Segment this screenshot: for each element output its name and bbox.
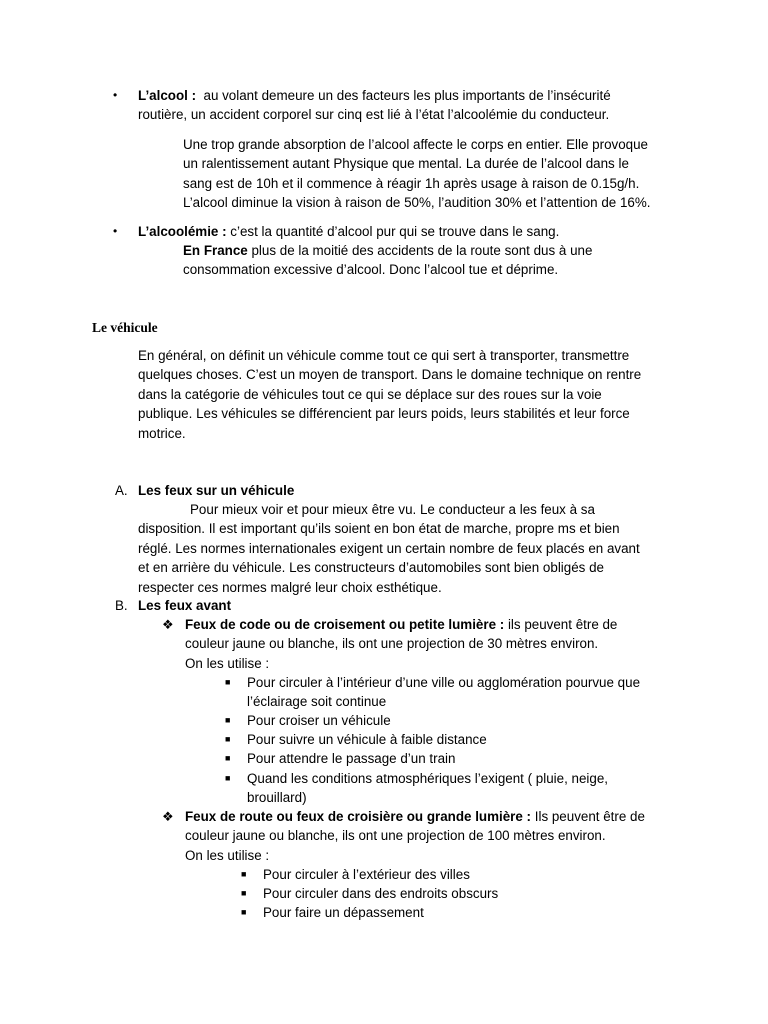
code-paragraph [185, 615, 617, 673]
code-item-2: Pour croiser un véhicule [247, 713, 391, 728]
absorption-line-2: un ralentissement autant Physique que mental. La durée de l’alcool dans le [183, 156, 629, 172]
section-a-title: Les feux sur un véhicule [138, 483, 295, 498]
code-item-3: Pour suivre un véhicule à faible distance [247, 732, 487, 747]
route-term: Feux de route ou feux de croisière ou grande lumière : [185, 809, 532, 824]
route-item-1: Pour circuler à l’extérieur des villes [263, 867, 470, 882]
france-line-2: consommation excessive d’alcool. Donc l’alcool tue et déprime. [183, 262, 559, 278]
square-bullet-code-2: ■ [225, 715, 231, 725]
section-a-line-5: respecter ces normes malgré leur choix esthétique. [138, 579, 442, 595]
bullet-alcoolemie: • [113, 224, 118, 238]
france-line-1: plus de la moitié des accidents de la route sont dus à une [251, 243, 593, 258]
square-bullet-route-1: ■ [241, 869, 247, 879]
absorption-line-3: sang est de 10h et il commence à réagir 1h après usage à raison de 0.15g/h. [183, 175, 640, 191]
section-a-paragraph [138, 500, 640, 597]
alcoolemie-term: L’alcoolémie : [138, 224, 227, 239]
vehicule-intro [138, 346, 641, 443]
alcoolemie-text: c’est la quantité d’alcool pur qui se trouve dans le sang. [230, 224, 560, 239]
section-a-line-4: et en arrière du véhicule. Les constructeurs d’automobiles sont bien obligés de [138, 560, 604, 576]
code-item-5-line-1: Quand les conditions atmosphériques l’exigent ( pluie, neige, [247, 771, 609, 786]
code-item-5 [247, 769, 608, 808]
alcool-line-1: au volant demeure un des facteurs les plus importants de l’insécurité [203, 88, 611, 103]
vehicule-intro-line-2: quelques choses. C’est un moyen de transport. Dans le domaine technique on rentre [138, 367, 642, 383]
section-a-marker: A. [115, 483, 128, 498]
square-bullet-route-2: ■ [241, 888, 247, 898]
route-line-2: couleur jaune ou blanche, ils ont une projection de 100 mètres environ. [185, 828, 606, 844]
vehicule-intro-line-5: motrice. [138, 425, 186, 441]
france-term: En France [183, 243, 248, 258]
code-item-1 [247, 673, 640, 712]
absorption-line-4: L’alcool diminue la vision à raison de 50%, l’audition 30% et l’attention de 16%. [183, 195, 651, 211]
code-line-2: couleur jaune ou blanche, ils ont une projection de 30 mètres environ. [185, 636, 599, 652]
square-bullet-code-1: ■ [225, 677, 231, 687]
alcool-line-2: routière, un accident corporel sur cinq est lié à l’état l’alcoolémie du conducteur. [138, 107, 610, 123]
absorption-paragraph [183, 135, 650, 213]
route-usage: On les utilise : [185, 847, 270, 863]
route-line-1: Ils peuvent être de [534, 809, 645, 824]
route-item-2: Pour circuler dans des endroits obscurs [263, 886, 499, 901]
square-bullet-code-5: ■ [225, 773, 231, 783]
square-bullet-route-3: ■ [241, 907, 247, 917]
vehicule-intro-line-1: En général, on définit un véhicule comme tout ce qui sert à transporter, transmettre [138, 348, 630, 363]
alcool-paragraph [138, 86, 611, 125]
bullet-alcool: • [113, 88, 118, 102]
section-a-line-3: réglé. Les normes internationales exigent un certain nombre de feux placés en avant [138, 540, 640, 556]
vehicule-heading: Le véhicule [92, 320, 158, 335]
alcool-term: L’alcool : [138, 88, 197, 103]
section-a-line-1: Pour mieux voir et pour mieux être vu. Le conducteur a les feux à sa [190, 502, 595, 517]
code-term: Feux de code ou de croisement ou petite lumière : [185, 617, 505, 632]
section-b-title: Les feux avant [138, 598, 232, 613]
vehicule-intro-line-3: dans la catégorie de véhicules tout ce qui se déplace sur des roues sur la voie [138, 386, 602, 402]
section-a-line-2: disposition. Il est important qu’ils soient en bon état de marche, propre ms et bien [138, 521, 620, 537]
diamond-bullet-route: ❖ [162, 809, 174, 824]
diamond-bullet-code: ❖ [162, 617, 174, 632]
vehicule-intro-line-4: publique. Les véhicules se différencient par leurs poids, leurs stabilités et leur force [138, 406, 630, 422]
code-line-1: ils peuvent être de [507, 617, 618, 632]
france-paragraph [183, 241, 592, 280]
alcoolemie-paragraph [138, 222, 559, 241]
section-b-marker: B. [115, 598, 128, 613]
absorption-line-1: Une trop grande absorption de l’alcool affecte le corps en entier. Elle provoque [183, 137, 649, 152]
square-bullet-code-3: ■ [225, 734, 231, 744]
code-item-1-line-2: l’éclairage soit continue [247, 694, 387, 710]
route-item-3: Pour faire un dépassement [263, 905, 424, 920]
code-usage: On les utilise : [185, 655, 270, 671]
code-item-4: Pour attendre le passage d’un train [247, 751, 456, 766]
code-item-5-line-2: brouillard) [247, 790, 307, 806]
square-bullet-code-4: ■ [225, 753, 231, 763]
code-item-1-line-1: Pour circuler à l’intérieur d’une ville ou agglomération pourvue que [247, 675, 641, 690]
route-paragraph [185, 807, 645, 865]
